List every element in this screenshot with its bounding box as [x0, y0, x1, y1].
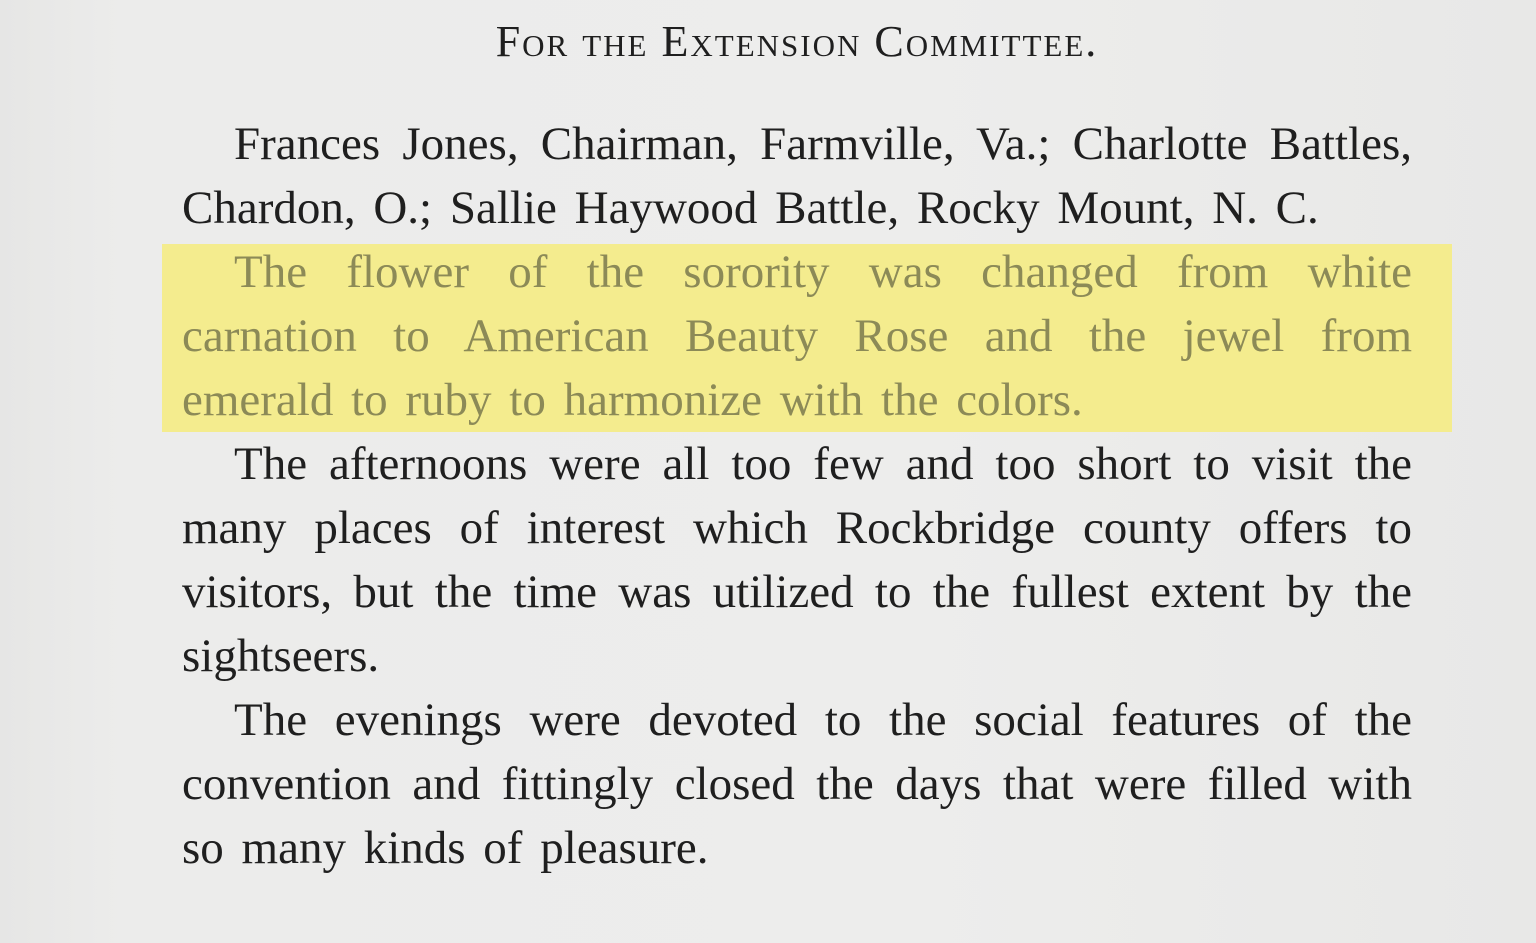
evenings-paragraph: The evenings were devoted to the social features of the convention and fittingly closed the days that were filled with so many kinds of pleasure.: [182, 694, 1412, 874]
highlighted-passage: [182, 240, 1412, 432]
flower-jewel-paragraph: The flower of the sorority was changed from white carnation to American Beauty Rose and the jewel from emerald to ruby to harmonize with the colors.: [182, 246, 1412, 426]
section-heading: For the Extension Committee.: [495, 17, 1099, 66]
committee-members-paragraph: Frances Jones, Chairman, Farmville, Va.; Charlotte Battles, Chardon, O.; Sallie Haywood Battle, Rocky Mount, N. C.: [182, 118, 1412, 234]
page-text-block: [182, 14, 1412, 880]
afternoons-paragraph: The afternoons were all too few and too short to visit the many places of interest which Rockbridge county offers to visitors, but the time was utilized to the fullest extent by the sightseers.: [182, 438, 1412, 682]
